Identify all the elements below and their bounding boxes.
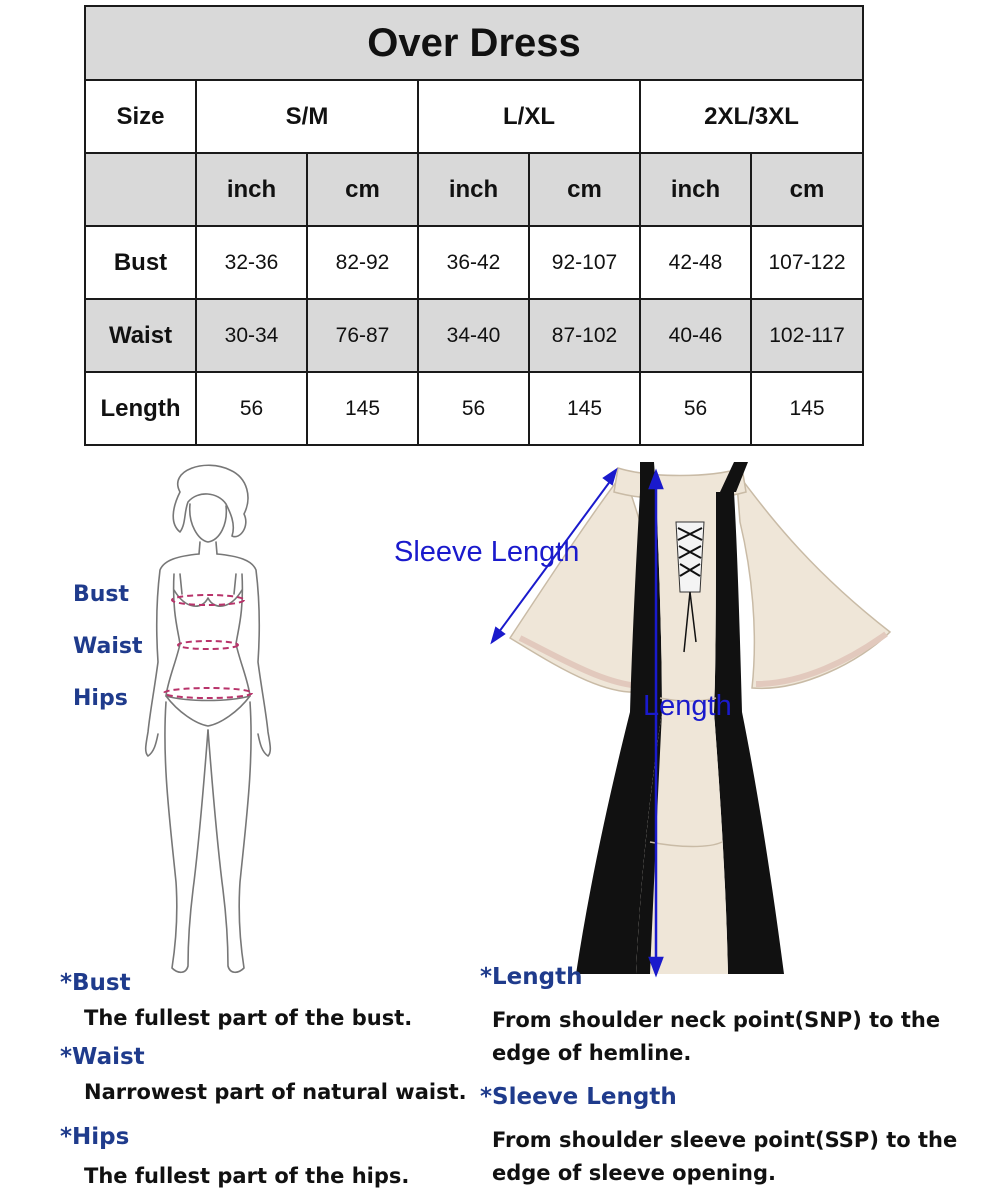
table-row-length	[85, 372, 863, 445]
unit-header-row	[85, 153, 863, 226]
row-label: Waist	[85, 299, 196, 372]
table-cell: 87-102	[529, 299, 640, 372]
unit-header: inch	[196, 153, 307, 226]
row-label: Length	[85, 372, 196, 445]
table-cell: 102-117	[751, 299, 863, 372]
table-cell: 40-46	[640, 299, 751, 372]
size-header-row	[85, 80, 863, 153]
body-outline-illustration	[128, 462, 288, 982]
row-label: Bust	[85, 226, 196, 299]
table-cell: 56	[640, 372, 751, 445]
waist-description: Narrowest part of natural waist.	[84, 1080, 467, 1104]
length-heading: *Length	[480, 964, 583, 990]
size-chart-table	[84, 5, 864, 446]
unit-header: cm	[529, 153, 640, 226]
table-cell: 42-48	[640, 226, 751, 299]
size-header-sm: S/M	[196, 80, 418, 153]
unit-header: cm	[307, 153, 418, 226]
table-cell: 145	[307, 372, 418, 445]
table-row-bust	[85, 226, 863, 299]
table-cell: 56	[196, 372, 307, 445]
table-row-waist	[85, 299, 863, 372]
bust-description: The fullest part of the bust.	[84, 1006, 413, 1030]
size-header-lxl: L/XL	[418, 80, 640, 153]
table-cell: 76-87	[307, 299, 418, 372]
unit-header: inch	[418, 153, 529, 226]
hips-label: Hips	[73, 686, 128, 711]
table-title: Over Dress	[85, 6, 863, 80]
waist-heading: *Waist	[60, 1044, 145, 1070]
bust-heading: *Bust	[60, 970, 131, 996]
table-cell: 92-107	[529, 226, 640, 299]
sleeve-length-label: Sleeve Length	[394, 536, 580, 568]
table-cell: 145	[529, 372, 640, 445]
sleeve-length-description-line-2: edge of sleeve opening.	[492, 1161, 776, 1185]
length-description-line-1: From shoulder neck point(SNP) to the	[492, 1008, 941, 1032]
table-cell: 32-36	[196, 226, 307, 299]
table-cell: 145	[751, 372, 863, 445]
table-cell: 30-34	[196, 299, 307, 372]
table-cell: 36-42	[418, 226, 529, 299]
length-description-line-2: edge of hemline.	[492, 1041, 692, 1065]
size-header-2xl3xl: 2XL/3XL	[640, 80, 863, 153]
sleeve-length-description-line-1: From shoulder sleeve point(SSP) to the	[492, 1128, 958, 1152]
unit-header: inch	[640, 153, 751, 226]
unit-corner-cell	[85, 153, 196, 226]
bust-label: Bust	[73, 582, 130, 607]
sleeve-length-heading: *Sleeve Length	[480, 1084, 677, 1110]
table-cell: 107-122	[751, 226, 863, 299]
table-cell: 34-40	[418, 299, 529, 372]
table-cell: 56	[418, 372, 529, 445]
hips-description: The fullest part of the hips.	[84, 1164, 410, 1188]
size-label: Size	[85, 80, 196, 153]
unit-header: cm	[751, 153, 863, 226]
table-cell: 82-92	[307, 226, 418, 299]
length-label: Length	[643, 690, 732, 722]
hips-heading: *Hips	[60, 1124, 130, 1150]
waist-label: Waist	[73, 634, 143, 659]
